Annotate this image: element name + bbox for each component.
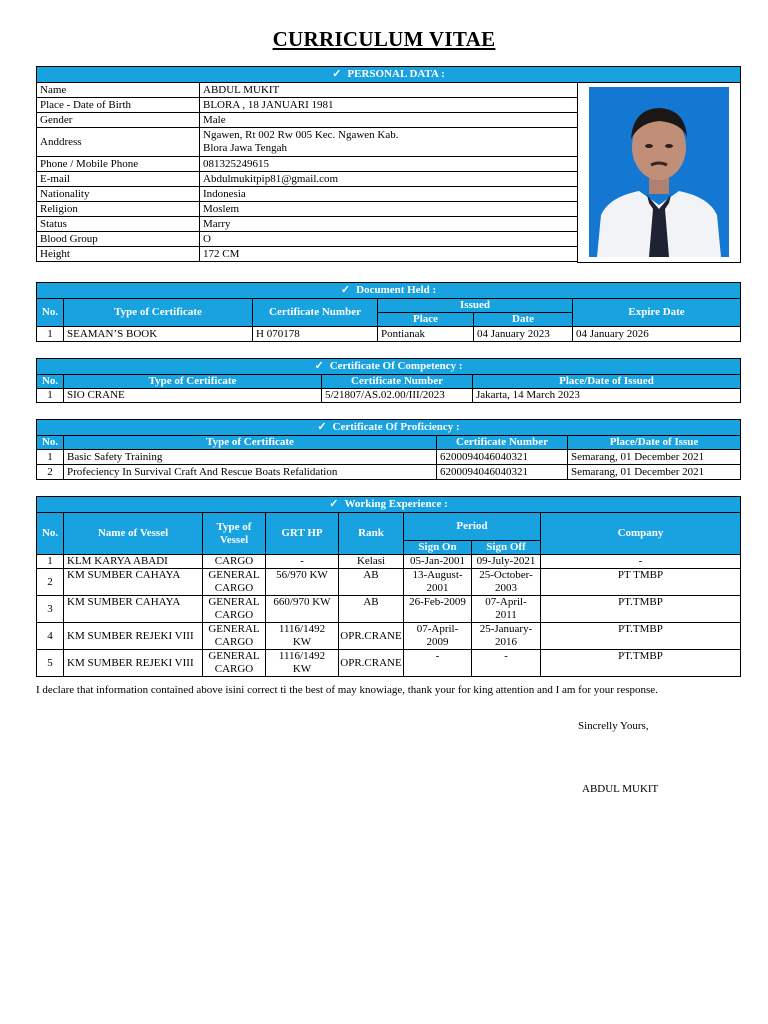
field-label: Gender: [37, 113, 200, 128]
page-title: CURRICULUM VITAE: [272, 27, 496, 51]
personal-data-header: ✓ PERSONAL DATA :: [37, 67, 741, 83]
col-place: Place/Date of Issue: [568, 436, 741, 450]
col-place: Place: [378, 313, 474, 327]
field-value: Male: [200, 113, 578, 128]
col-sign-off: Sign Off: [472, 541, 541, 555]
col-type: Type of Certificate: [64, 436, 437, 450]
col-expire: Expire Date: [573, 299, 741, 327]
proficiency-table: [36, 419, 741, 480]
field-value: ABDUL MUKIT: [200, 83, 578, 98]
check-icon: ✓: [340, 284, 351, 296]
table-row: 1 SEAMAN’S BOOK H 070178 Pontianak 04 January 2023 04 January 2026: [37, 327, 741, 342]
col-issued: Issued: [378, 299, 573, 313]
col-period: Period: [404, 513, 541, 541]
col-no: No.: [37, 436, 64, 450]
col-number: Certificate Number: [437, 436, 568, 450]
table-row: 2 KM SUMBER CAHAYA GENERAL CARGO 56/970 KW AB 13-August-2001 25-October-2003 PT TMBP: [37, 569, 741, 596]
table-row: 1 Basic Safety Training 6200094046040321 Semarang, 01 December 2021: [37, 450, 741, 465]
col-no: No.: [37, 299, 64, 327]
col-number: Certificate Number: [253, 299, 378, 327]
table-row: 4 KM SUMBER REJEKI VIII GENERAL CARGO 1116/1492 KW OPR.CRANE 07-April-2009 25-January-2016 PT.TMBP: [37, 623, 741, 650]
field-label: Status: [37, 217, 200, 232]
competency-header: ✓ Certificate Of Competency :: [37, 359, 741, 375]
check-icon: ✓: [332, 68, 342, 80]
field-label: Anddress: [37, 128, 200, 157]
field-label: Blood Group: [37, 232, 200, 247]
field-label: E-mail: [37, 172, 200, 187]
signature-name: ABDUL MUKIT: [582, 783, 659, 795]
field-value: Indonesia: [200, 187, 578, 202]
field-label: Phone / Mobile Phone: [37, 157, 200, 172]
table-row: 5 KM SUMBER REJEKI VIII GENERAL CARGO 1116/1492 KW OPR.CRANE - - PT.TMBP: [37, 650, 741, 677]
col-vessel-type: Type of Vessel: [203, 513, 266, 555]
table-row: 2 Profeciency In Survival Craft And Rescue Boats Refalidation 6200094046040321 Semarang, 01 December 2021: [37, 465, 741, 480]
col-type: Type of Certificate: [64, 375, 322, 389]
document-held-header: ✓ Document Held :: [37, 283, 741, 299]
field-value: Marry: [200, 217, 578, 232]
col-date: Date: [474, 313, 573, 327]
personal-data-table: [36, 66, 741, 263]
col-no: No.: [37, 513, 64, 555]
col-type: Type of Certificate: [64, 299, 253, 327]
col-place: Place/Date of Issued: [473, 375, 741, 389]
proficiency-header: ✓ Certificate Of Proficiency :: [37, 420, 741, 436]
field-label: Religion: [37, 202, 200, 217]
field-value: BLORA , 18 JANUARI 1981: [200, 98, 578, 113]
field-label: Name: [37, 83, 200, 98]
declaration-text: I declare that information contained above isini correct ti the best of may knowiage, thank your for king attention and I am for your response.: [36, 684, 658, 696]
field-label: Height: [37, 247, 200, 262]
field-value: 172 CM: [200, 247, 578, 262]
profile-photo-image: [589, 87, 729, 257]
field-value: Ngawen, Rt 002 Rw 005 Kec. Ngawen Kab. Blora Jawa Tengah: [200, 128, 578, 157]
field-value: Abdulmukitpip81@gmail.com: [200, 172, 578, 187]
check-icon: ✓: [329, 498, 339, 510]
table-row: 1 KLM KARYA ABADI CARGO - Kelasi 05-Jan-2001 09-July-2021 -: [37, 555, 741, 569]
field-value: 081325249615: [200, 157, 578, 172]
competency-table: [36, 358, 741, 403]
check-icon: ✓: [317, 421, 327, 433]
check-icon: ✓: [314, 360, 324, 372]
working-experience-header: ✓ Working Experience :: [37, 497, 741, 513]
working-experience-table: [36, 496, 741, 677]
table-row: 3 KM SUMBER CAHAYA GENERAL CARGO 660/970 KW AB 26-Feb-2009 07-April-2011 PT.TMBP: [37, 596, 741, 623]
col-number: Certificate Number: [322, 375, 473, 389]
profile-photo: [578, 83, 741, 263]
document-held-table: [36, 282, 741, 342]
field-label: Place - Date of Birth: [37, 98, 200, 113]
col-vessel: Name of Vessel: [64, 513, 203, 555]
col-grt: GRT HP: [266, 513, 339, 555]
col-no: No.: [37, 375, 64, 389]
col-company: Company: [541, 513, 741, 555]
field-value: Moslem: [200, 202, 578, 217]
col-rank: Rank: [339, 513, 404, 555]
col-sign-on: Sign On: [404, 541, 472, 555]
field-label: Nationality: [37, 187, 200, 202]
closing-text: Sincrelly Yours,: [578, 720, 649, 732]
field-value: O: [200, 232, 578, 247]
table-row: 1 SIO CRANE 5/21807/AS.02.00/III/2023 Jakarta, 14 March 2023: [37, 389, 741, 403]
